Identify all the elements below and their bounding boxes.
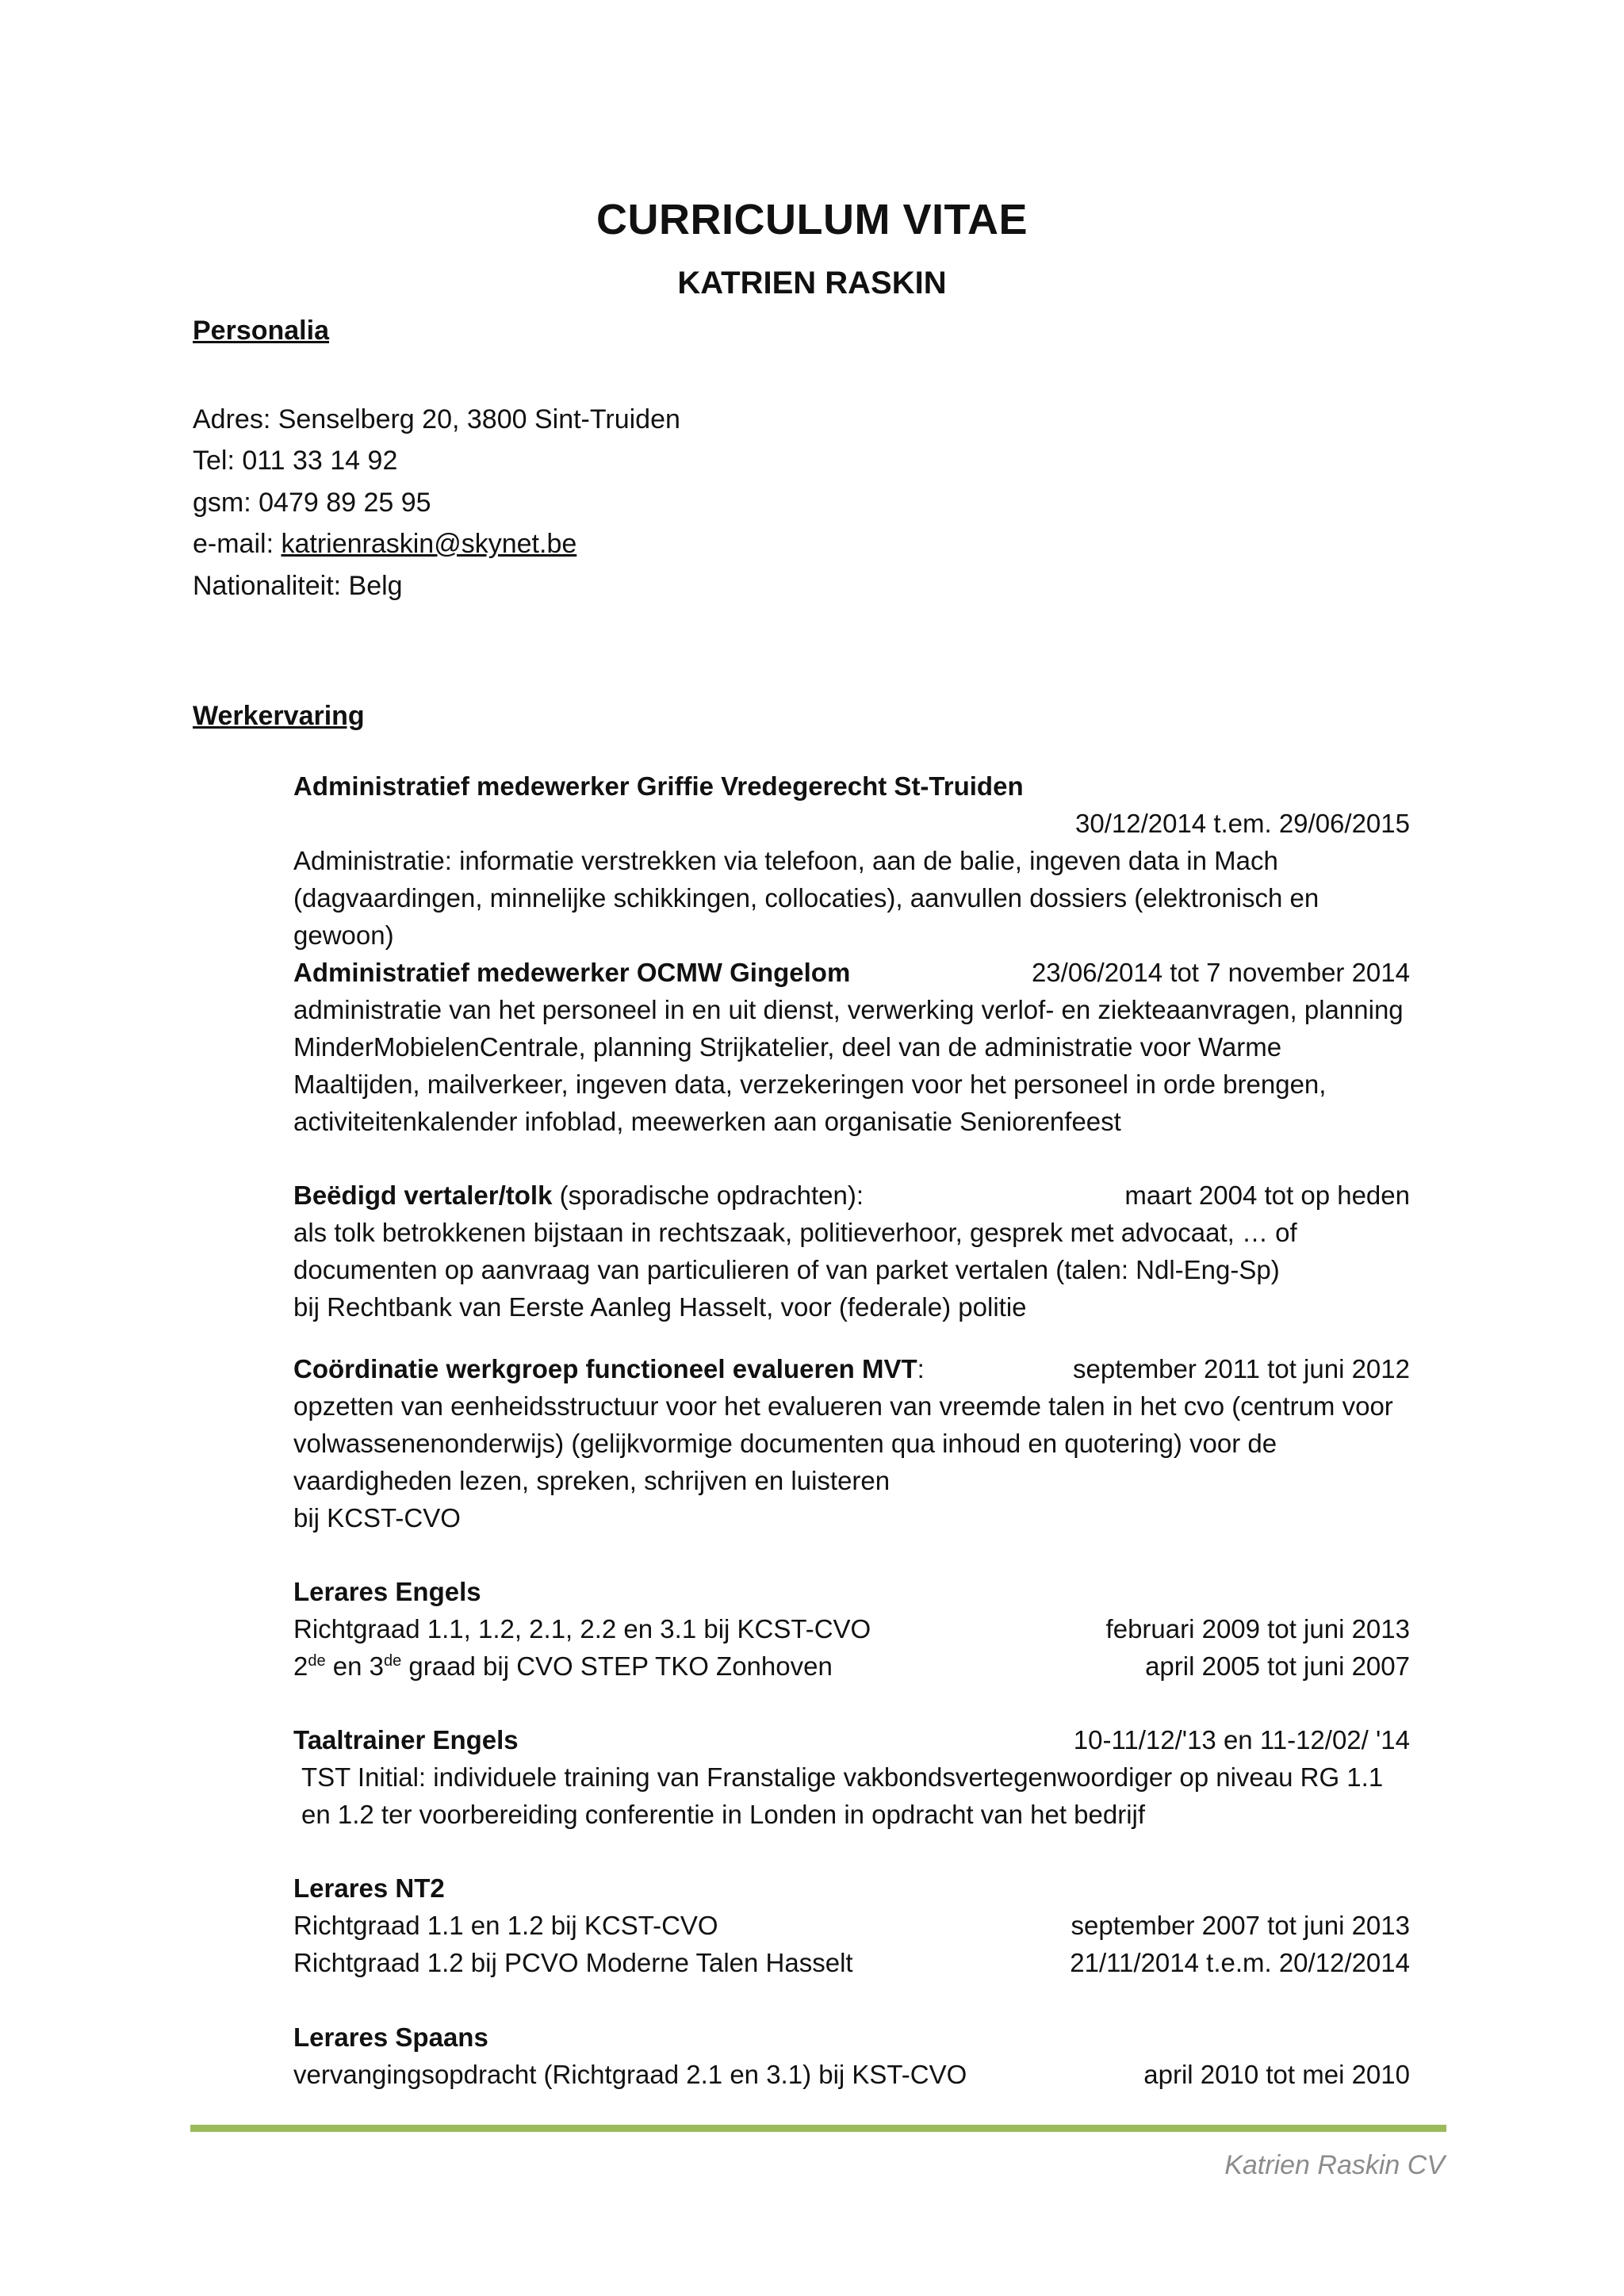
job-title: Administratief medewerker OCMW Gingelom xyxy=(293,958,851,987)
job-dates: 10-11/12/'13 en 11-12/02/ '14 xyxy=(1073,1725,1410,1755)
job-title: Lerares NT2 xyxy=(293,1873,445,1903)
grade-number: 2 xyxy=(293,1651,308,1681)
job-title: Lerares Engels xyxy=(293,1577,481,1606)
job-description: opzetten van eenheidsstructuur voor het evalueren van vreemde talen in het cvo (centrum voor volwassenenonderwijs) (gelijkvormige documenten qua inhoud en quotering) voor de vaardigheden lezen, spreken, schrijven en luisteren xyxy=(293,1391,1393,1495)
job-title-suffix: : xyxy=(917,1354,925,1383)
email-link[interactable]: katrienraskin@skynet.be xyxy=(281,529,577,559)
job-dates: 21/11/2014 t.e.m. 20/12/2014 xyxy=(1070,1948,1410,1977)
job-title: Beëdigd vertaler/tolk xyxy=(293,1181,553,1210)
section-heading-personalia: Personalia xyxy=(193,316,329,346)
job-description: Administratie: informatie verstrekken via telefoon, aan de balie, ingeven data in Mach (dagvaardingen, minnelijke schikkingen, collocaties), aanvullen dossiers (elektronisch en gewoon) xyxy=(293,846,1320,950)
job-title: Coördinatie werkgroep functioneel evalueren MVT xyxy=(293,1354,917,1383)
job-entry xyxy=(293,1721,1410,1833)
footer-divider xyxy=(190,2125,1446,2132)
job-title-row xyxy=(293,1573,1410,1610)
job-description: administratie van het personeel in en uit dienst, verwerking verlof- en ziekteaanvragen, planning MinderMobielenCentrale, planning Strijkatelier, deel van de administratie voor Warme Maaltijden, mailverkeer, ingeven data, verzekeringen voor het personeel in orde brengen, activiteitenkalender infoblad, meewerken aan organisatie Seniorenfeest xyxy=(293,995,1404,1136)
job-dates: februari 2009 tot juni 2013 xyxy=(1105,1614,1410,1644)
job-detail-row xyxy=(293,1944,1410,1981)
phone-line: Tel: 011 33 14 92 xyxy=(193,446,398,476)
job-detail-row xyxy=(293,1610,1410,1647)
grade-suffix: de xyxy=(308,1652,326,1670)
job-dates: september 2007 tot juni 2013 xyxy=(1071,1911,1410,1940)
job-description-line: documenten op aanvraag van particulieren of van parket vertalen (talen: Ndl-Eng-Sp) xyxy=(293,1255,1280,1284)
job-dates: april 2010 tot mei 2010 xyxy=(1143,2060,1410,2089)
email-label: e-mail: xyxy=(193,529,282,559)
job-title-row xyxy=(293,767,1410,805)
job-detail-text xyxy=(293,1651,833,1681)
job-entry xyxy=(293,1350,1410,1536)
section-heading-werkervaring: Werkervaring xyxy=(193,701,365,731)
job-detail-row xyxy=(293,1907,1410,1944)
job-dates-row xyxy=(293,805,1410,842)
job-detail-text: vervangingsopdracht (Richtgraad 2.1 en 3.1) bij KST-CVO xyxy=(293,2060,967,2089)
document-title: CURRICULUM VITAE xyxy=(596,196,1028,243)
job-title-row xyxy=(293,954,1410,991)
address-line: Adres: Senselberg 20, 3800 Sint-Truiden xyxy=(193,404,680,434)
job-detail-text: Richtgraad 1.1 en 1.2 bij KCST-CVO xyxy=(293,1911,718,1940)
job-title-row xyxy=(293,1721,1410,1758)
job-detail-row xyxy=(293,1647,1410,1685)
job-title: Administratief medewerker Griffie Vredegerecht St-Truiden xyxy=(293,771,1024,801)
job-detail-row xyxy=(293,2056,1410,2093)
job-dates: april 2005 tot juni 2007 xyxy=(1145,1651,1410,1681)
job-entry xyxy=(293,954,1410,1140)
job-description: TST Initial: individuele training van Franstalige vakbondsvertegenwoordiger op niveau RG 1.1 en 1.2 ter voorbereiding conferentie in Londen in opdracht van het bedrijf xyxy=(301,1762,1384,1829)
job-entry xyxy=(293,1177,1410,1326)
job-dates: september 2011 tot juni 2012 xyxy=(1072,1354,1410,1383)
job-title-row xyxy=(293,1177,1410,1214)
job-dates: 30/12/2014 t.em. 29/06/2015 xyxy=(1074,809,1410,838)
grade-number: en 3 xyxy=(325,1651,385,1681)
grade-suffix: de xyxy=(384,1652,402,1670)
job-title: Taaltrainer Engels xyxy=(293,1725,519,1755)
email-line xyxy=(193,529,576,560)
grade-text: graad bij CVO STEP TKO Zonhoven xyxy=(401,1651,833,1681)
job-entry xyxy=(293,1869,1410,1981)
job-title-row xyxy=(293,1350,1410,1387)
job-description-line: bij Rechtbank van Eerste Aanleg Hasselt, voor (federale) politie xyxy=(293,1292,1027,1322)
job-detail-text: Richtgraad 1.1, 1.2, 2.1, 2.2 en 3.1 bij KCST-CVO xyxy=(293,1614,871,1644)
job-description-line: als tolk betrokkenen bijstaan in rechtszaak, politieverhoor, gesprek met advocaat, … of xyxy=(293,1218,1297,1247)
nationality-line: Nationaliteit: Belg xyxy=(193,571,403,601)
job-title: Lerares Spaans xyxy=(293,2022,488,2052)
job-title-suffix: (sporadische opdrachten): xyxy=(552,1181,864,1210)
job-description-extra: bij KCST-CVO xyxy=(293,1503,461,1533)
job-detail-text: Richtgraad 1.2 bij PCVO Moderne Talen Hasselt xyxy=(293,1948,853,1977)
job-entry xyxy=(293,2019,1410,2093)
job-dates: maart 2004 tot op heden xyxy=(1124,1181,1410,1210)
person-name: KATRIEN RASKIN xyxy=(677,266,947,300)
footer-text: Katrien Raskin CV xyxy=(1224,2150,1445,2180)
mobile-line: gsm: 0479 89 25 95 xyxy=(193,488,431,518)
job-entry xyxy=(293,767,1410,954)
job-dates: 23/06/2014 tot 7 november 2014 xyxy=(1031,958,1410,987)
job-entry xyxy=(293,1573,1410,1685)
job-title-row xyxy=(293,2019,1410,2056)
job-title-row xyxy=(293,1869,1410,1907)
